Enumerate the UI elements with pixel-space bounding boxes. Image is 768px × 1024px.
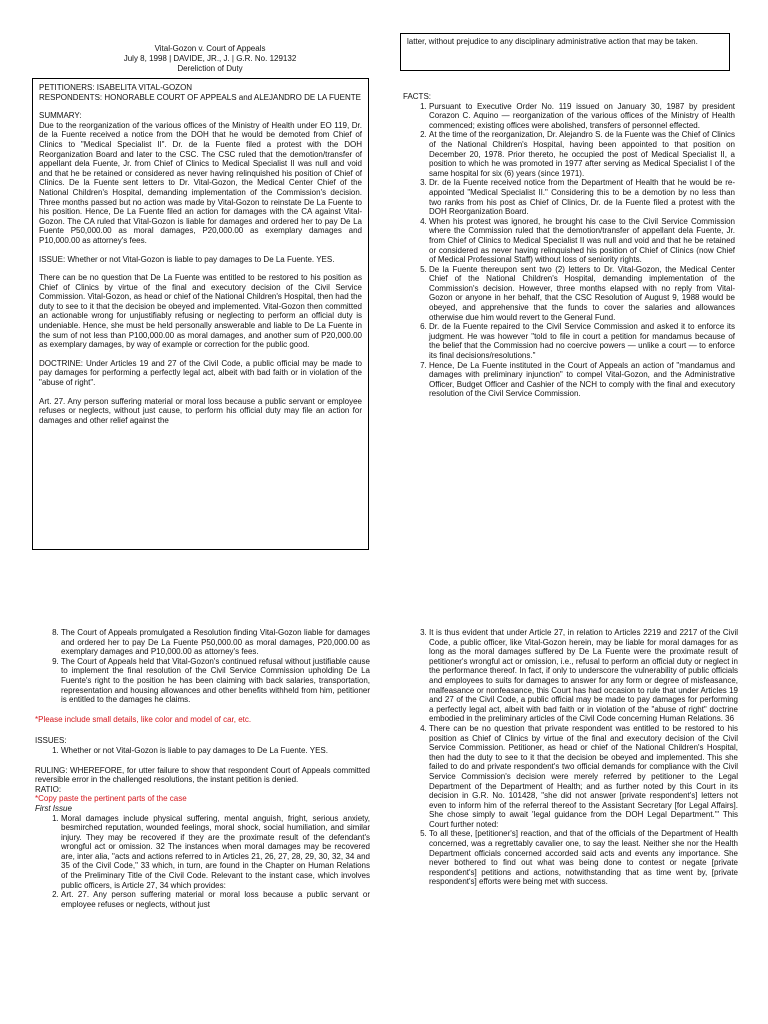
ratio-item: 1. Moral damages include physical suffering, mental anguish, fright, serious anxiety, besmirched reputation, wounded feelings, moral shock, social humiliation, and similar injury. They may be recovered if they are the proximate result of the defendant's wrongful act or omission. 32 The instances when moral damages may be recovered are, inter alia, "acts and actions referred to in Articles 21, 26, 27, 28, 29, 30, 32, 34 and 35 of the Civil Code," 33 which, in turn, are found in the Chapter on Human Relations of the Preliminary Title of the Civil Code. Relevant to the instant case, which involves public officers, is Article 27, 34 which provides:	[61, 814, 370, 891]
first-issue-heading: First Issue	[35, 803, 72, 813]
issues-label: ISSUES:	[35, 736, 67, 746]
ratio-continued-list	[403, 628, 738, 887]
fact-item: 8. The Court of Appeals promulgated a Resolution finding Vital-Gozon liable for damages and ordered her to pay De La Fuente P50,000.00 as moral damages, P20,000.00 as exemplary damages and P10,000.00 as attorney's fees.	[61, 628, 370, 657]
ratio-summary-text: There can be no question that De La Fuente was entitled to be restored to his position as Chief of Clinics by virtue of the final and executory decision of the Civil Service Commission. Vital-Gozon, as head or chief of the National Children's Hospital, then had the duty to see to it that the decision be obeyed and implemented. Vital-Gozon then committed an actionable wrong for unjustifiably refusing or neglecting to perform an official duty is undeniable. Hence, she must be held personally answerable and liable to De La Fuente in the sum of not less than P100,000.00 as moral damages, and another sum of P20,000.00 as exemplary damages, by way of example or correction for the public good.	[39, 273, 362, 350]
fact-item: 6. Dr. de la Fuente repaired to the Civil Service Commission and asked it to enforce its judgment. He was however "told to file in court a petition for mandamus because of the belief that the Commission had no coercive powers — unlike a court — to enforce its final decisions/resolutions."	[429, 322, 735, 360]
petitioners-line: PETITIONERS: ISABELITA VITAL-GOZON	[39, 83, 193, 92]
red-note-copy-paste: *Copy paste the pertinent parts of the case	[35, 794, 187, 804]
ratio-list	[35, 814, 370, 910]
facts-label: FACTS:	[403, 92, 432, 101]
fact-item: 2. At the time of the reorganization, Dr. Alejandro S. de la Fuente was the Chief of Clinics of the National Children's Hospital, having been appointed to that position on December 20, 1978. Prior thereto, he occupied the post of Medical Specialist II, a position to which he was promoted in 1977 after serving as Medical Specialist I of the same hospital for six (6) years (since 1971).	[429, 130, 735, 178]
red-note-details: *Please include small details, like color and model of car, etc.	[35, 714, 252, 724]
ratio-item: 3. It is thus evident that under Article 27, in relation to Articles 2219 and 2217 of the Civil Code, a public officer, like Vital-Gozon herein, may be liable for moral damages for as long as the moral damages suffered by De La Fuente were the proximate result of petitioner's wrongful act or omission, i.e., refusal to perform an official duty or neglect in the performance thereof. In fact, if only to underscore the vulnerability of public officials and employees to suits for damages to answer for any form or degree of misfeasance, malfeasance or nonfeasance, this Court has had occasion to rule that under Articles 19 and 27 of the Civil Code, a public official may be made to pay damages for performing a perfectly legal act, albeit with bad faith or in violation of the "abuse of right" doctrine embodied in the preliminary articles of the Civil Code concerning Human Relations. 36	[429, 628, 738, 724]
doctrine-text: DOCTRINE: Under Articles 19 and 27 of the Civil Code, a public official may be made to pay damages for performing a perfectly legal act, albeit with bad faith or in violation of the "abuse of right".	[39, 358, 362, 388]
issue-item: 1. Whether or not Vital-Gozon is liable to pay damages to De La Fuente. YES.	[61, 746, 370, 756]
fact-item: 3. Dr. de la Fuente received notice from the Department of Health that he would be re-appointed "Medical Specialist II." Considering this to be a demotion by no less than two ranks from his post as Chief of Clinics, Dr. de la Fuente filed a protest with the DOH Reorganization Board.	[429, 178, 735, 216]
fact-item: 7. Hence, De La Fuente instituted in the Court of Appeals an action of "mandamus and damages with preliminary injunction" to compel Vital-Gozon, and the Administrative Officer, Budget Officer and Cashier of the NCH to comply with the final and executory resolution of the Civil Service Commission.	[429, 361, 735, 399]
continuation-note-box	[400, 33, 730, 71]
article-27-text: Art. 27. Any person suffering material or moral loss because a public servant or employee refuses or neglects, without just cause, to perform his official duty may file an action for damages and other relief against the	[39, 396, 362, 425]
facts-section	[403, 92, 735, 399]
ratio-item: 2. Art. 27. Any person suffering material or moral loss because a public servant or employee refuses or neglects, without just	[61, 890, 370, 909]
fact-item: 1. Pursuant to Executive Order No. 119 issued on January 30, 1987 by president Corazon C. Aquino — reorganization of the various offices of the Ministry of Health commenced; existing offices were abolished, transfers of personnel effected.	[429, 102, 735, 131]
facts-continued-list	[35, 628, 370, 705]
summary-label: SUMMARY:	[39, 111, 82, 121]
continuation-note-text: latter, without prejudice to any disciplinary administrative action that may be taken.	[407, 37, 698, 46]
case-header	[60, 44, 360, 74]
issues-list	[35, 746, 370, 756]
case-date-line: July 8, 1998 | DAVIDE, JR., J. | G.R. No. 129132	[123, 54, 297, 63]
case-title: Vital-Gozon v. Court of Appeals	[154, 44, 266, 53]
fact-item: 9. The Court of Appeals held that Vital-Gozon's continued refusal without justifiable cause to implement the final resolution of the Civil Service Commission upholding De La Fuente's right to the position he has been claiming with back salaries, transportation, representation and housing allowances and other benefits withheld from him, petitioner is entitled to the damages he claims.	[61, 657, 370, 705]
ruling-text: RULING: WHEREFORE, for utter failure to show that respondent Court of Appeals committed reversible error in the challenged resolutions, the instant petition is denied.	[35, 765, 370, 785]
ratio-item: 5. To all these, [petitioner's] reaction, and that of the officials of the Department of Health concerned, was a regrettably cavalier one, to say the least. Neither she nor the Health Department officials concerned accorded said acts and events any importance. She never bothered to find out what was being done to contest or negate [private respondent's] petitions and actions, notwithstanding that as time went by, [private respondent's] efforts were being met with success.	[429, 829, 738, 887]
ratio-label: RATIO:	[35, 784, 62, 794]
lower-left-column	[35, 628, 370, 909]
summary-text: Due to the reorganization of the various offices of the Ministry of Health under EO 119, Dr. de la Fuente received a notice from the DOH that he would be demoted from Chief of Clinics to "Medical Specialist II". Dr. de la Fuente filed a protest with the DOH Reorganization Board and later to the CSC. The CSC ruled that the demotion/transfer of appellant dela Fuente, Jr. from Chief of Clinics to Medical Specialist II was null and void and that he be retained or considered as never having relinquished his position of Chief of Clinics. De la Fuente sent letters to Dr. Vital-Gozon, the Medical Center Chief of the National Children's Hospital, demanding implementation of the Commission's decision. Three months passed but no action was made by Vital-Gozon to reinstate De La Fuente to his position. Hence, De La Fuente filed an action for damages with the CA against Vital-Gozon. The CA ruled that Vital-Gozon is liable for damages and ordered her to pay De La Fuente P50,000.00 as moral damages, P20,000.00 as exemplary damages and P10,000.00 as attorney's fees.	[39, 120, 362, 245]
facts-list	[403, 102, 735, 399]
ratio-item: 4. There can be no question that private respondent was entitled to be restored to his position as Chief of Clinics by virtue of the final and executory decision of the Civil Service Commission. Petitioner, as head or chief of the National Children's Hospital, then had the duty to see to it that the decision be obeyed and implemented. This she failed to do and private respondent's two official demands for compliance with the Civil Service Commission's decision were merely referred by petitioner to the Legal Department of the Department of Health; and as further noted by this Court in its decision in G.R. No. 101428, "she did not answer [private respondent's] letters not even to inform him of the referral thereof to the Assistant Secretary [for Legal Affairs]. She chose simply to await 'legal guidance from the DOH Legal Department.'" This Court further noted:	[429, 724, 738, 830]
fact-item: 4. When his protest was ignored, he brought his case to the Civil Service Commission where the Commission ruled that the demotion/transfer of appellant dela Fuente, Jr. from Chief of Clinics to Medical Specialist II was null and void and that he be retained or considered as never having relinquished his position of Chief of Clinics (now Chief of Medical Professional Staff) without loss of seniority rights.	[429, 217, 735, 265]
case-digest-box	[32, 78, 369, 550]
issue-text: ISSUE: Whether or not Vital-Gozon is liable to pay damages to De La Fuente. YES.	[39, 254, 335, 264]
case-subject: Dereliction of Duty	[177, 64, 243, 73]
respondents-line: RESPONDENTS: HONORABLE COURT OF APPEALS and ALEJANDRO DE LA FUENTE	[39, 92, 362, 102]
lower-right-column	[403, 628, 738, 887]
fact-item: 5. De la Fuente thereupon sent two (2) letters to Dr. Vital-Gozon, the Medical Center Chief of the National Children's Hospital, demanding implementation of the Commission's decision. However, three months elapsed with no reply from Vital-Gozon or anyone in her behalf, that the CSC Resolution of August 9, 1988 would be obeyed, and apprehensive that the funds to cover the salaries and allowances otherwise due him would revert to the General Fund.	[429, 265, 735, 323]
